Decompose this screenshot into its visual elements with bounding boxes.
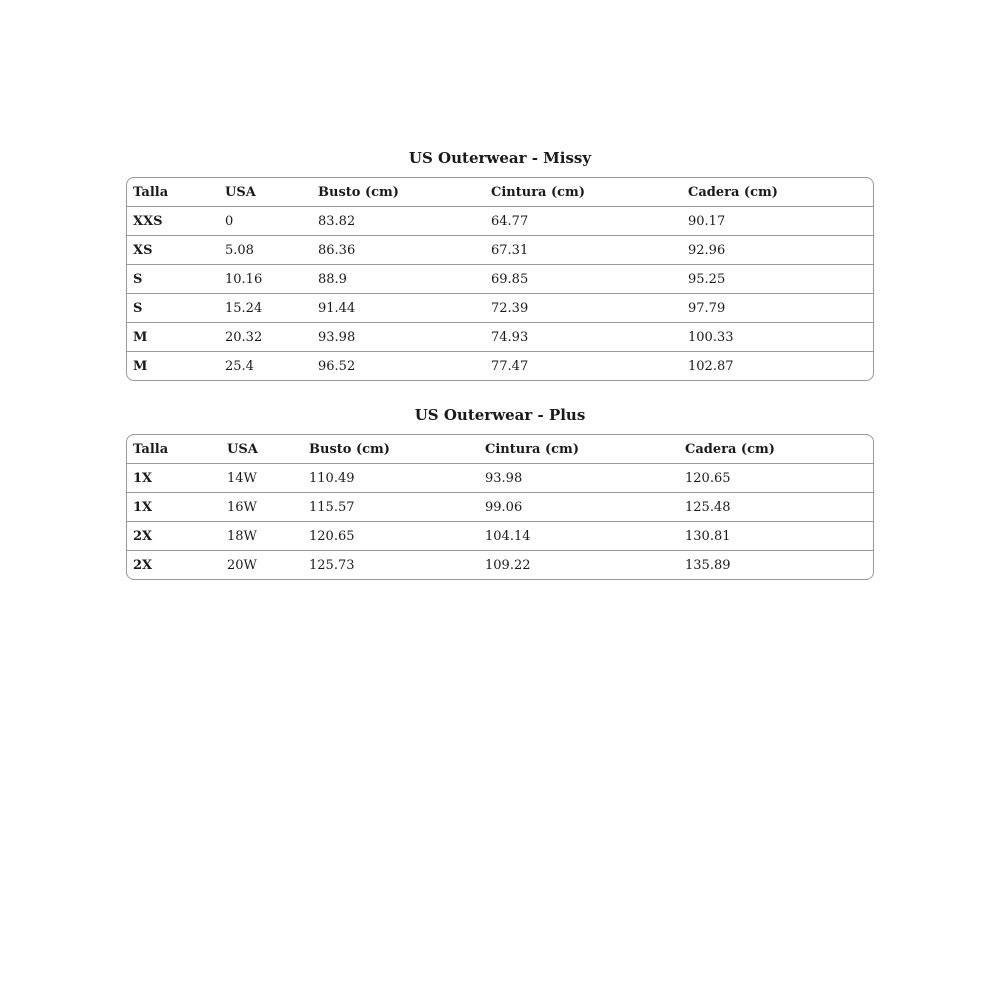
table-row: [127, 207, 873, 236]
header-talla: Talla: [133, 184, 169, 200]
cell-cadera: 102.87: [682, 352, 873, 381]
cell-usa: 10.16: [219, 265, 312, 294]
cell-usa: 20.32: [219, 323, 312, 352]
cell-usa: 25.4: [219, 352, 312, 381]
header-busto: Busto (cm): [309, 441, 390, 457]
cell-cintura: 64.77: [485, 207, 682, 236]
missy-size-table: [127, 178, 873, 380]
cell-usa: 16W: [221, 493, 303, 522]
header-talla: Talla: [133, 441, 169, 457]
cell-busto: 88.9: [312, 265, 485, 294]
table-row: [127, 464, 873, 493]
table-row: [127, 294, 873, 323]
header-cadera: Cadera (cm): [685, 441, 775, 457]
cell-usa: 18W: [221, 522, 303, 551]
cell-busto: 86.36: [312, 236, 485, 265]
table-row: [127, 493, 873, 522]
cell-cadera: 135.89: [679, 551, 873, 580]
cell-busto: 125.73: [303, 551, 479, 580]
cell-cintura: 77.47: [485, 352, 682, 381]
cell-cintura: 74.93: [485, 323, 682, 352]
cell-cintura: 93.98: [479, 464, 679, 493]
cell-cintura: 109.22: [479, 551, 679, 580]
cell-cadera: 95.25: [682, 265, 873, 294]
table-row: [127, 323, 873, 352]
table-row: [127, 522, 873, 551]
table-row: [127, 352, 873, 381]
cell-usa: 0: [219, 207, 312, 236]
cell-talla: 1X: [127, 493, 221, 522]
cell-talla: XXS: [127, 207, 219, 236]
plus-table-title: US Outerwear - Plus: [414, 406, 586, 424]
header-usa: USA: [227, 441, 258, 457]
plus-size-table: [127, 435, 873, 579]
header-cintura: Cintura (cm): [491, 184, 585, 200]
table-row: [127, 551, 873, 580]
cell-cadera: 90.17: [682, 207, 873, 236]
cell-busto: 83.82: [312, 207, 485, 236]
size-chart-page: [126, 148, 874, 580]
cell-cadera: 130.81: [679, 522, 873, 551]
header-busto: Busto (cm): [318, 184, 399, 200]
cell-cintura: 72.39: [485, 294, 682, 323]
cell-busto: 110.49: [303, 464, 479, 493]
missy-table-container: [126, 177, 874, 381]
cell-usa: 15.24: [219, 294, 312, 323]
cell-talla: 2X: [127, 522, 221, 551]
cell-busto: 115.57: [303, 493, 479, 522]
cell-cintura: 69.85: [485, 265, 682, 294]
cell-busto: 91.44: [312, 294, 485, 323]
cell-talla: 1X: [127, 464, 221, 493]
cell-usa: 20W: [221, 551, 303, 580]
cell-busto: 120.65: [303, 522, 479, 551]
cell-cintura: 99.06: [479, 493, 679, 522]
header-cadera: Cadera (cm): [688, 184, 778, 200]
cell-talla: M: [127, 323, 219, 352]
table-header-row: [127, 435, 873, 464]
table-row: [127, 236, 873, 265]
cell-busto: 96.52: [312, 352, 485, 381]
cell-cintura: 104.14: [479, 522, 679, 551]
cell-busto: 93.98: [312, 323, 485, 352]
plus-table-container: [126, 434, 874, 580]
cell-cadera: 125.48: [679, 493, 873, 522]
header-usa: USA: [225, 184, 256, 200]
missy-table-title: US Outerwear - Missy: [408, 149, 592, 167]
table-header-row: [127, 178, 873, 207]
cell-talla: S: [127, 294, 219, 323]
cell-talla: M: [127, 352, 219, 381]
cell-talla: XS: [127, 236, 219, 265]
cell-usa: 5.08: [219, 236, 312, 265]
cell-cadera: 97.79: [682, 294, 873, 323]
cell-cadera: 120.65: [679, 464, 873, 493]
cell-talla: S: [127, 265, 219, 294]
table-row: [127, 265, 873, 294]
cell-cadera: 100.33: [682, 323, 873, 352]
cell-talla: 2X: [127, 551, 221, 580]
cell-cintura: 67.31: [485, 236, 682, 265]
header-cintura: Cintura (cm): [485, 441, 579, 457]
cell-usa: 14W: [221, 464, 303, 493]
cell-cadera: 92.96: [682, 236, 873, 265]
